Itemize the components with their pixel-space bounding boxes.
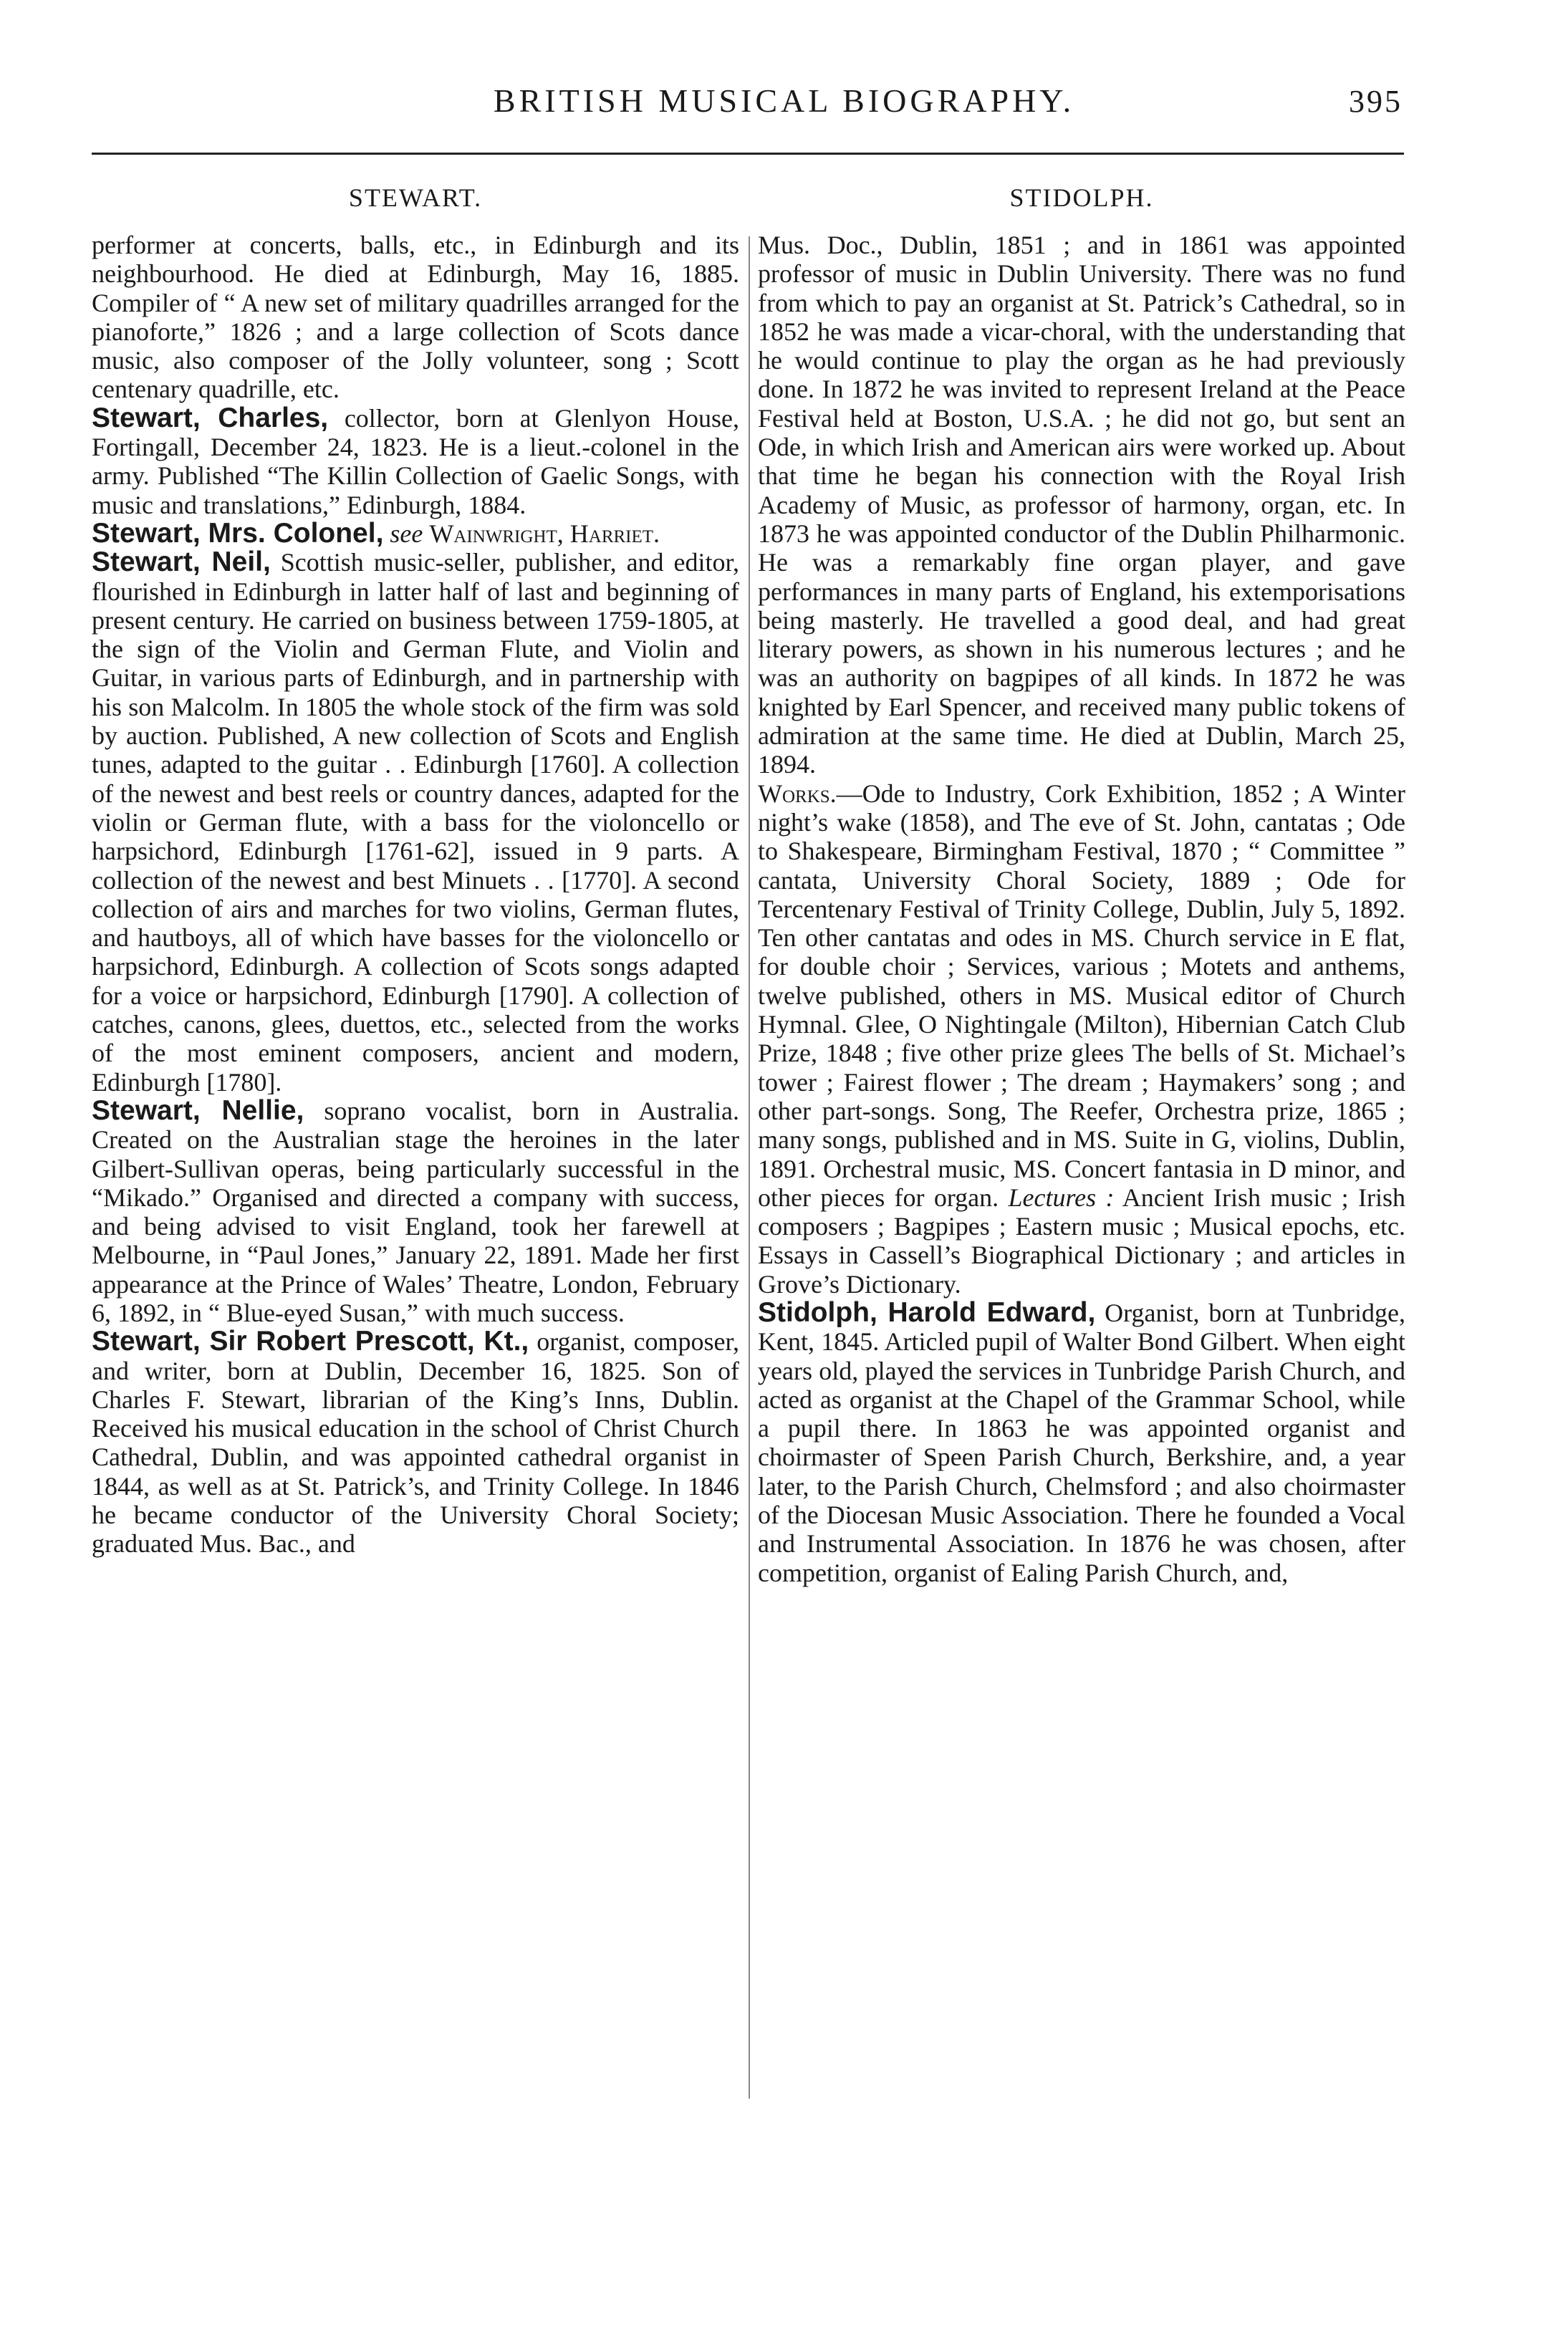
- entry-headword: Stewart, Nellie,: [92, 1094, 304, 1126]
- header-rule: [92, 153, 1404, 155]
- works-label: Works.: [758, 779, 837, 808]
- entry-stewart-robert-prescott: [92, 1327, 739, 1558]
- entry-headword: Stewart, Neil,: [92, 547, 271, 578]
- entry-headword: Stidolph, Harold Edward,: [758, 1296, 1096, 1328]
- entry-stewart-nellie: [92, 1094, 740, 1327]
- see-reference: see: [390, 519, 423, 548]
- lectures-text: Ancient Irish music ; Irish composers ; Bagpipes ; Eastern music ; Musical epochs, etc. Essays in Cassell’s Biographical Dictionary ; and articles in Grove’s Dictionary.: [758, 1183, 1405, 1299]
- entry-headword: Stewart, Mrs. Colonel,: [92, 517, 384, 549]
- entry-headword: Stewart, Sir Robert Prescott, Kt.,: [92, 1326, 529, 1357]
- page-number: 395: [1349, 84, 1403, 119]
- entry-stewart-neil: [92, 548, 739, 1097]
- entry-stewart-charles: [92, 404, 739, 519]
- entry-stidolph-harold-edward: [758, 1296, 1405, 1587]
- lectures-label: Lectures :: [1008, 1183, 1115, 1212]
- left-column-heading: STEWART.: [348, 183, 483, 212]
- right-column: [758, 231, 1405, 1587]
- entry-stewart-mrs-colonel: [92, 519, 739, 548]
- column-divider: [749, 236, 750, 2099]
- cross-reference-target: Wainwright, Harriet.: [429, 519, 660, 548]
- right-column-heading: STIDOLPH.: [1009, 183, 1154, 212]
- works-paragraph: [758, 779, 1405, 1299]
- continuation-paragraph: performer at concerts, balls, etc., in Edinburgh and its neighbourhood. He died at Edinburgh, May 16, 1885. Compiler of “ A new set of military quadrilles arranged for the pianoforte,” 1826 ; and a large collection of Scots dance music, also composer of the Jolly volunteer, song ; Scott centenary quadrille, etc.: [92, 231, 739, 404]
- left-column: [92, 231, 739, 1559]
- continuation-paragraph: Mus. Doc., Dublin, 1851 ; and in 1861 was appointed professor of music in Dublin University. There was no fund from which to pay an organist at St. Patrick’s Cathedral, so in 1852 he was made a vicar-choral, with the understanding that he would continue to play the organ as he had previously done. In 1872 he was invited to represent Ireland at the Peace Festival held at Boston, U.S.A. ; he did not go, but sent an Ode, in which Irish and American airs were worked up. About that time he began his connection with the Royal Irish Academy of Music, as professor of harmony, organ, etc. In 1873 he was appointed conductor of the Dublin Philharmonic. He was a remarkably fine organ player, and gave performances in many parts of England, his extemporisations being masterly. He travelled a good deal, and had great literary powers, as shown in his numerous lectures ; and he was an authority on bagpipes of all kinds. In 1872 he was knighted by Earl Spencer, and received many public tokens of admiration at the same time. He died at Dublin, March 25, 1894.: [758, 231, 1405, 779]
- entry-text: soprano vocalist, born in Australia. Created on the Australian stage the heroines in the later Gilbert-Sullivan operas, being particularly successful in the “Mikado.” Organised and directed a company with success, and being advised to visit England, took her farewell at Melbourne, in “Paul Jones,” January 22, 1891. Made her first appearance at the Prince of Wales’ Theatre, London, February 6, 1892, in “ Blue-eyed Susan,” with much success.: [92, 1096, 740, 1327]
- entry-headword: Stewart, Charles,: [92, 402, 329, 433]
- works-text: —Ode to Industry, Cork Exhibition, 1852 ; A Winter night’s wake (1858), and The eve of St. John, cantatas ; Ode to Shakespeare, Birmingham Festival, 1870 ; “ Committee ” cantata, University Choral Society, 1889 ; Ode for Tercentenary Festival of Trinity College, Dublin, July 5, 1892. Ten other cantatas and odes in MS. Church service in E flat, for double choir ; Services, various ; Motets and anthems, twelve published, others in MS. Musical editor of Church Hymnal. Glee, O Nightingale (Milton), Hibernian Catch Club Prize, 1848 ; five other prize glees The bells of St. Michael’s tower ; Fairest flower ; The dream ; Haymakers’ song ; and other part-songs. Song, The Reefer, Orchestra prize, 1865 ; many songs, published and in MS. Suite in G, violins, Dublin, 1891. Orchestral music, MS. Concert fantasia in D minor, and other pieces for organ.: [758, 779, 1405, 1212]
- entry-text: collector, born at Glenlyon House, Fortingall, December 24, 1823. He is a lieut.-colonel in the army. Published “The Killin Collection of Gaelic Songs, with music and translations,” Edinburgh, 1884.: [92, 403, 739, 519]
- entry-text: Scottish music-seller, publisher, and editor, flourished in Edinburgh in latter half of last and beginning of present century. He carried on business between 1759-1805, at the sign of the Violin and German Flute, and Violin and Guitar, in various parts of Edinburgh, and in partnership with his son Malcolm. In 1805 the whole stock of the firm was sold by auction. Published, A new collection of Scots and English tunes, adapted to the guitar . . Edinburgh [1760]. A collection of the newest and best reels or country dances, adapted for the violin or German flute, with a bass for the violoncello or harpsichord, Edinburgh [1761-62], issued in 9 parts. A collection of the newest and best Minuets . . [1770]. A second collection of airs and marches for two violins, German flutes, and hautboys, all of which have basses for the violoncello or harpsichord, Edinburgh. A collection of Scots songs adapted for a voice or harpsichord, Edinburgh [1790]. A collection of catches, canons, glees, duettos, etc., selected from the works of the most eminent composers, ancient and modern, Edinburgh [1780].: [92, 548, 740, 1097]
- running-head: BRITISH MUSICAL BIOGRAPHY.: [493, 82, 1075, 119]
- entry-text: Organist, born at Tunbridge, Kent, 1845. Articled pupil of Walter Bond Gilbert. When eight years old, played the services in Tunbridge Parish Church, and acted as organist at the Chapel of the Grammar School, while a pupil there. In 1863 he was appointed organist and choirmaster of Speen Parish Church, Berkshire, and, a year later, to the Parish Church, Chelmsford ; and also choirmaster of the Diocesan Music Association. There he founded a Vocal and Instrumental Association. In 1876 he was chosen, after competition, organist of Ealing Parish Church, and,: [758, 1298, 1405, 1587]
- entry-text: organist, composer, and writer, born at Dublin, December 16, 1825. Son of Charles F. Stewart, librarian of the King’s Inns, Dublin. Received his musical education in the school of Christ Church Cathedral, Dublin, and was appointed cathedral organist in 1844, as well as at St. Patrick’s, and Trinity College. In 1846 he became conductor of the University Choral Society; graduated Mus. Bac., and: [92, 1327, 739, 1559]
